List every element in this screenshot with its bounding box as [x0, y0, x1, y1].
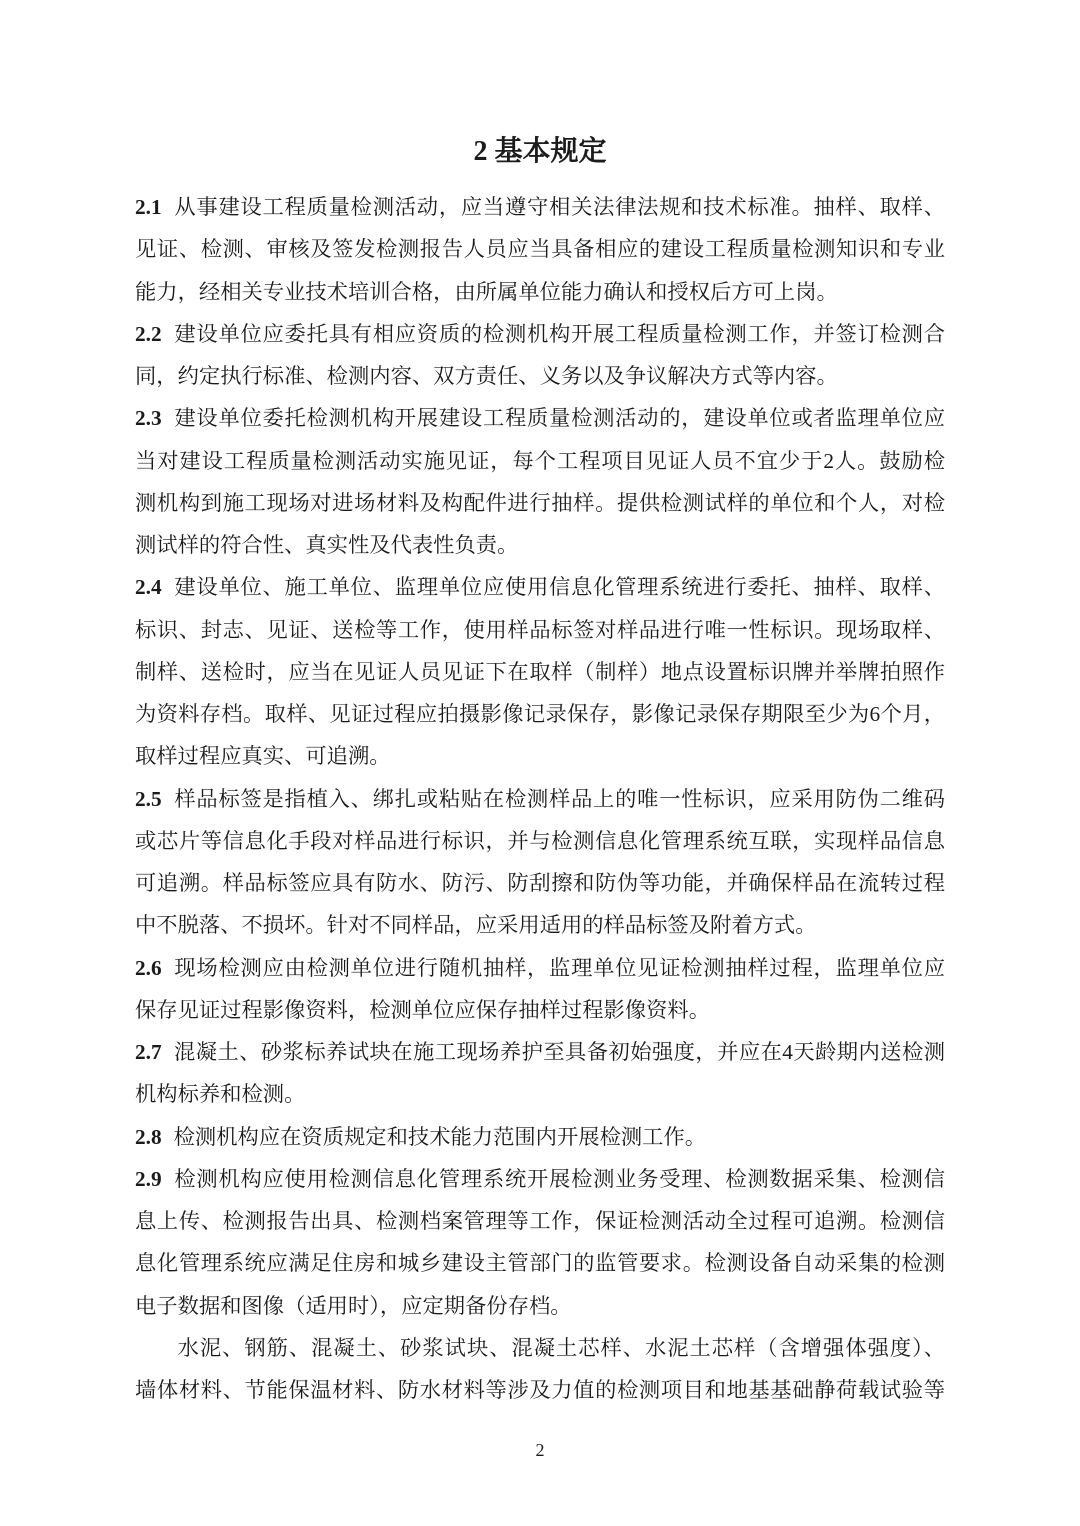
- clause-line: [135, 313, 945, 355]
- clause-line: [135, 566, 945, 608]
- clause-line: [135, 1158, 945, 1200]
- clause-2-2: [135, 313, 945, 398]
- clause-2-7: [135, 1031, 945, 1116]
- clause-2-4: [135, 566, 945, 777]
- clause-line: 取样过程应真实、可追溯。: [135, 744, 391, 769]
- clause-text: 建设单位委托检测机构开展建设工程质量检测活动的，建设单位或者监理单位应: [173, 406, 945, 431]
- clause-number: 2.4: [135, 575, 162, 600]
- clause-2-9: [135, 1158, 945, 1327]
- clause-number: 2.1: [135, 195, 162, 219]
- clause-line: 机构标养和检测。: [135, 1082, 306, 1107]
- clause-number: 2.6: [135, 955, 162, 980]
- clause-line: [135, 947, 945, 989]
- clause-number: 2.9: [135, 1166, 162, 1191]
- clause-text: 混凝土、砂浆标养试块在施工现场养护至具备初始强度，并应在4天龄期内送检测: [173, 1040, 945, 1064]
- clause-line: 同，约定执行标准、检测内容、双方责任、义务以及争议解决方式等内容。: [135, 364, 838, 388]
- clause-line: 制样、送检时，应当在见证人员见证下在取样（制样）地点设置标识牌并举牌拍照作: [135, 659, 945, 684]
- clause-2-8: [135, 1116, 945, 1158]
- clause-text: 从事建设工程质量检测活动，应当遵守相关法律法规和技术标准。抽样、取样、: [173, 195, 945, 219]
- clause-line: [135, 397, 945, 439]
- clause-line: 息上传、检测报告出具、检测档案管理等工作，保证检测活动全过程可追溯。检测信: [135, 1209, 945, 1233]
- clause-line: 保存见证过程影像资料，检测单位应保存抽样过程影像资料。: [135, 997, 711, 1022]
- continuation-paragraph: [135, 1327, 945, 1412]
- clause-text: 建设单位、施工单位、监理单位应使用信息化管理系统进行委托、抽样、取样、: [173, 575, 945, 600]
- clause-line: [135, 1116, 945, 1158]
- document-body: [135, 186, 945, 1411]
- clause-number: 2.8: [135, 1124, 162, 1149]
- clause-text: 检测机构应在资质规定和技术能力范围内开展检测工作。: [173, 1124, 707, 1149]
- clause-line: 见证、检测、审核及签发检测报告人员应当具备相应的建设工程质量检测知识和专业: [135, 237, 945, 262]
- clause-line: 可追溯。样品标签应具有防水、防污、防刮擦和防伪等功能，并确保样品在流转过程: [135, 871, 945, 895]
- clause-number: 2.2: [135, 321, 162, 346]
- clause-2-6: [135, 947, 945, 1032]
- clause-line: 测试样的符合性、真实性及代表性负责。: [135, 533, 519, 557]
- chapter-heading: 2 基本规定: [473, 136, 607, 167]
- clause-line: 为资料存档。取样、见证过程应拍摄影像记录保存，影像记录保存期限至少为6个月，: [135, 702, 945, 726]
- clause-2-5: [135, 778, 945, 947]
- clause-2-1: [135, 186, 945, 313]
- clause-line: [135, 186, 945, 228]
- clause-line: [135, 778, 945, 820]
- clause-text: 检测机构应使用检测信息化管理系统开展检测业务受理、检测数据采集、检测信: [173, 1166, 945, 1191]
- clause-line: 当对建设工程质量检测活动实施见证，每个工程项目见证人员不宜少于2人。鼓励检: [135, 448, 945, 473]
- clause-2-3: [135, 397, 945, 566]
- clause-line: 中不脱落、不损坏。针对不同样品，应采用适用的样品标签及附着方式。: [135, 913, 817, 938]
- clause-number: 2.5: [135, 786, 162, 811]
- paragraph-line: 墙体材料、节能保温材料、防水材料等涉及力值的检测项目和地基基础静荷载试验等: [135, 1378, 945, 1402]
- clause-text: 样品标签是指植入、绑扎或粘贴在检测样品上的唯一性标识，应采用防伪二维码: [173, 786, 945, 811]
- clause-line: 息化管理系统应满足住房和城乡建设主管部门的监管要求。检测设备自动采集的检测: [135, 1251, 945, 1276]
- clause-line: 或芯片等信息化手段对样品进行标识，并与检测信息化管理系统互联，实现样品信息: [135, 828, 945, 853]
- page-number: 2: [535, 1440, 545, 1460]
- clause-number: 2.3: [135, 406, 162, 431]
- clause-line: 电子数据和图像（适用时），应定期备份存档。: [135, 1293, 572, 1318]
- clause-text: 建设单位应委托具有相应资质的检测机构开展工程质量检测工作，并签订检测合: [173, 321, 945, 346]
- clause-text: 现场检测应由检测单位进行随机抽样，监理单位见证检测抽样过程，监理单位应: [173, 955, 945, 980]
- clause-line: [135, 1031, 945, 1073]
- clause-line: 能力，经相关专业技术培训合格，由所属单位能力确认和授权后方可上岗。: [135, 279, 838, 304]
- clause-line: 测机构到施工现场对进场材料及构配件进行抽样。提供检测试样的单位和个人，对检: [135, 490, 945, 515]
- clause-number: 2.7: [135, 1040, 162, 1064]
- clause-line: 标识、封志、见证、送检等工作，使用样品标签对样品进行唯一性标识。现场取样、: [135, 617, 945, 642]
- paragraph-line: 水泥、钢筋、混凝土、砂浆试块、混凝土芯样、水泥土芯样（含增强体强度）、: [177, 1335, 945, 1360]
